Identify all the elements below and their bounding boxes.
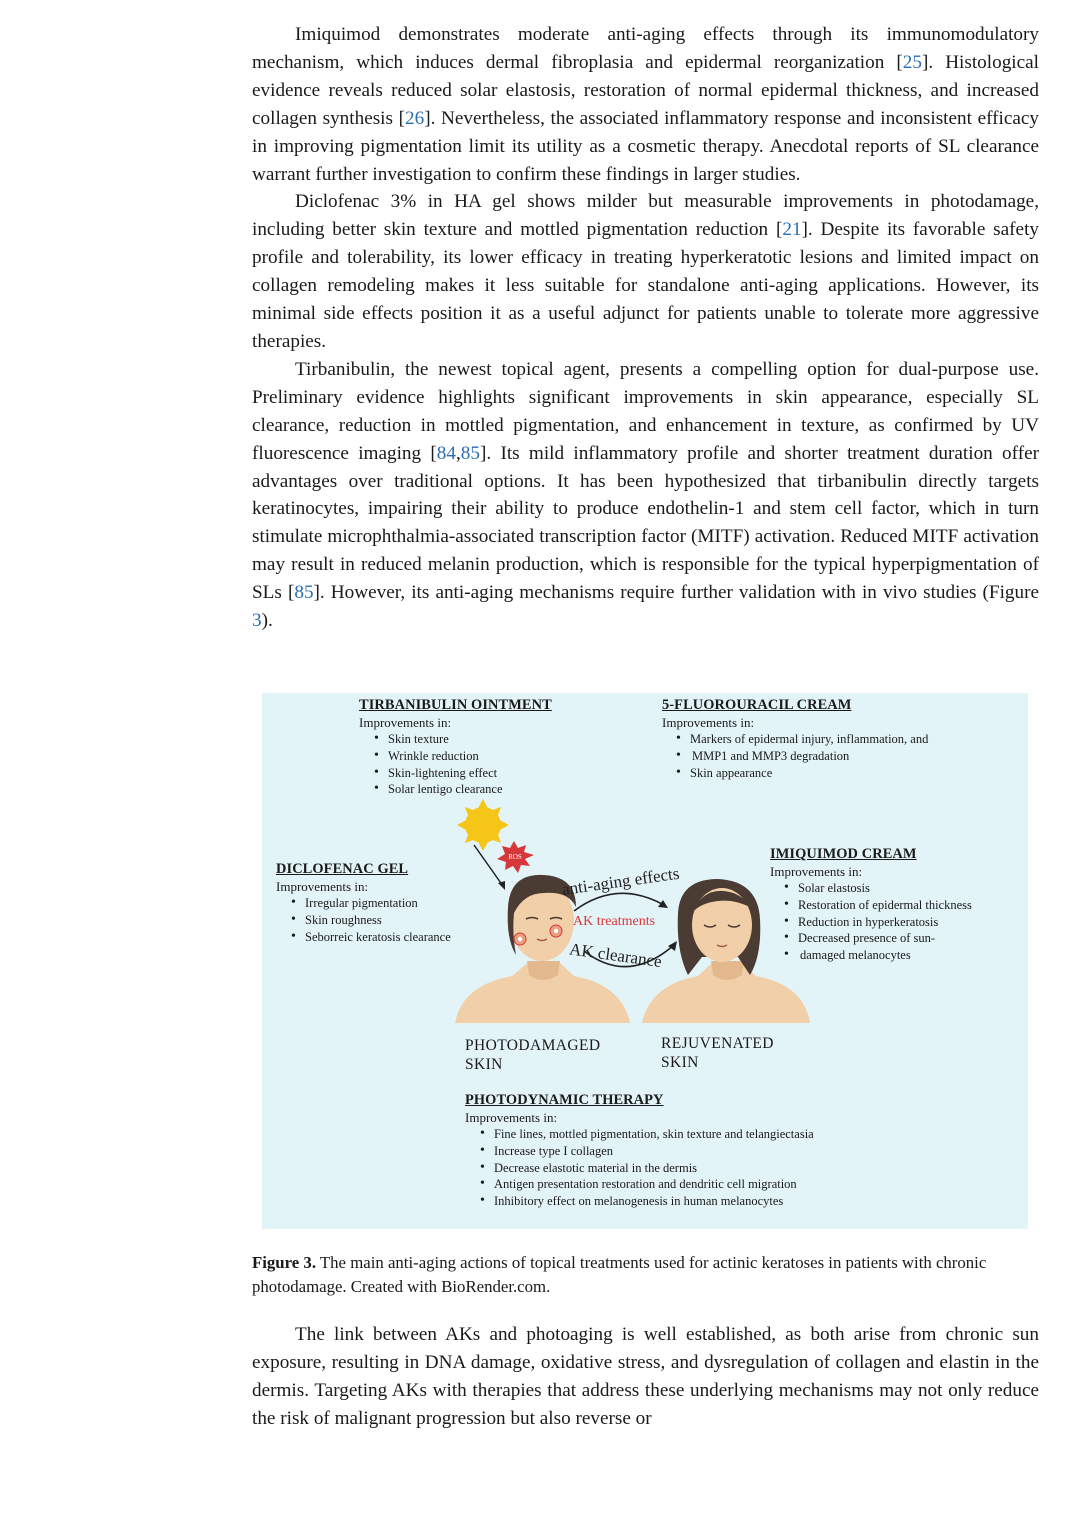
label-line: PHOTODAMAGED [465, 1037, 601, 1054]
list-item: • Decreased presence of sun- [782, 930, 972, 947]
diclofenac-title: DICLOFENAC GEL [276, 861, 409, 877]
ak-treatments-label: AK treatments [573, 914, 656, 929]
list-item: • Restoration of epidermal thickness [782, 897, 972, 914]
list-item: • Decrease elastotic material in the dermis [478, 1160, 814, 1177]
list-item: • Antigen presentation restoration and dendritic cell migration [478, 1176, 814, 1193]
citation-link[interactable]: 85 [294, 582, 314, 604]
list-item: • Skin roughness [289, 912, 451, 929]
citation-link[interactable]: 85 [460, 442, 480, 464]
diclofenac-subtitle: Improvements in: [276, 879, 369, 894]
paragraph-imiquimod [252, 21, 1039, 188]
text-run: ). [261, 610, 273, 632]
list-item: • Seborreic keratosis clearance [289, 929, 451, 946]
diclofenac-list [289, 895, 451, 945]
list-item: • Irregular pigmentation [289, 895, 451, 912]
caption-label: Figure 3. [252, 1253, 317, 1272]
list-item: • Markers of epidermal injury, inflammation, and [674, 731, 928, 748]
pdt-title: PHOTODYNAMIC THERAPY [465, 1092, 664, 1108]
fluorouracil-title: 5-FLUOROURACIL CREAM [662, 697, 852, 713]
text-run: The link between AKs and photoaging is well established, as both arise from chronic sun exposure, resulting in DNA damage, oxidative stress, and dysregulation of collagen and elastin in the dermis. Targeting AKs with therapies that address these underlying mechanisms may not only reduce the risk of malignant progression but also reverse or [252, 1324, 1039, 1429]
text-run: ]. Its mild inflammatory profile and shorter treatment duration offer advantages over traditional options. It has been hypothesized that tirbanibulin directly targets keratinocytes, impairing their ability to produce endothelin-1 and stem cell factor, which in turn stimulate microphthalmia-associated transcription factor (MITF) activation. Reduced MITF activation may result in reduced melanin production, which is responsible for the typical hyperpigmentation of SLs [ [252, 442, 1039, 604]
list-item: • Fine lines, mottled pigmentation, skin texture and telangiectasia [478, 1126, 814, 1143]
label-line: SKIN [465, 1056, 503, 1073]
paragraph-link-aks-photoaging [252, 1321, 1039, 1433]
caption-text: The main anti-aging actions of topical treatments used for actinic keratoses in patients with chronic photodamage. Created with BioRender.com. [252, 1253, 987, 1296]
label-line: REJUVENATED [661, 1035, 774, 1052]
text-run: ]. Histological evidence reveals reduced solar elastosis, restoration of normal epidermal thickness, and increased collagen synthesis [ [252, 51, 1039, 129]
photodamaged-skin-label [465, 1036, 600, 1074]
uv-arrow [474, 845, 505, 890]
tirbanibulin-subtitle: Improvements in: [359, 715, 452, 730]
citation-link[interactable]: 25 [902, 51, 922, 73]
text-run: Imiquimod demonstrates moderate anti-aging effects through its immunomodulatory mechanism, which induces dermal fibroplasia and epidermal reorganization [ [252, 24, 1039, 73]
ak-clearance-label: AK clearance [568, 939, 663, 972]
list-item-continuation [674, 748, 928, 765]
list-item: • Skin texture [372, 731, 503, 748]
anti-aging-effects-label: anti-aging effects [560, 863, 681, 899]
body-text-bottom [252, 1321, 1039, 1433]
text-run: ]. Nevertheless, the associated inflammatory response and inconsistent efficacy in improving pigmentation limit its utility as a cosmetic therapy. Anecdotal reports of SL clearance warrant further investigation to confirm these findings in larger studies. [252, 107, 1039, 185]
text-run: Diclofenac 3% in HA gel shows milder but measurable improvements in photodamage, including better skin texture and mottled pigmentation reduction [ [252, 191, 1039, 241]
body-text-top [252, 21, 1039, 635]
text-run: ]. However, its anti-aging mechanisms require further validation with in vivo studies (Figure [313, 582, 1040, 604]
list-item: • Skin-lightening effect [372, 765, 503, 782]
ros-burst-icon [497, 841, 534, 873]
fluorouracil-subtitle: Improvements in: [662, 715, 755, 730]
figure-3 [262, 693, 1028, 1229]
ros-label: ROS [508, 853, 522, 861]
list-item: • Solar lentigo clearance [372, 781, 503, 798]
list-item: • Inhibitory effect on melanogenesis in human melanocytes [478, 1193, 814, 1210]
text-run: , [455, 442, 461, 464]
citation-link[interactable]: 21 [782, 219, 802, 241]
paragraph-tirbanibulin [252, 356, 1039, 635]
citation-link[interactable]: 26 [405, 107, 425, 129]
imiquimod-subtitle: Improvements in: [770, 864, 863, 879]
list-item: • Wrinkle reduction [372, 748, 503, 765]
fluorouracil-list [674, 731, 928, 781]
tirbanibulin-title: TIRBANIBULIN OINTMENT [359, 697, 552, 713]
paragraph-diclofenac [252, 188, 1039, 355]
list-item: • Skin appearance [674, 765, 928, 782]
figure-link[interactable]: 3 [252, 610, 262, 632]
list-item-continuation [782, 947, 972, 964]
pdt-list [478, 1126, 814, 1210]
list-item-text: MMP1 and MMP3 degradation [692, 748, 850, 763]
tirbanibulin-list [372, 731, 503, 798]
pdt-subtitle: Improvements in: [465, 1110, 558, 1125]
figure-caption [252, 1251, 1039, 1299]
list-item: • Increase type I collagen [478, 1143, 814, 1160]
imiquimod-title: IMIQUIMOD CREAM [770, 846, 917, 862]
text-run: ]. Despite its favorable safety profile and tolerability, its lower efficacy in treating hyperkeratotic lesions and limited impact on collagen remodeling makes it less suitable for standalone anti-aging applications. However, its minimal side effects position it as a useful adjunct for patients unable to tolerate more aggressive therapies. [252, 219, 1039, 352]
list-item-text: damaged melanocytes [800, 948, 911, 963]
list-item: • Solar elastosis [782, 880, 972, 897]
list-item: • Reduction in hyperkeratosis [782, 914, 972, 931]
imiquimod-list [782, 880, 972, 964]
sun-icon [457, 799, 509, 851]
rejuvenated-skin-label [661, 1034, 774, 1072]
citation-link[interactable]: 84 [436, 442, 456, 464]
label-line: SKIN [661, 1054, 699, 1071]
text-run: Tirbanibulin, the newest topical agent, presents a compelling option for dual-purpose use. Preliminary evidence highlights significant improvements in skin appearance, especially SL clearance, reduction in mottled pigmentation, and enhancement in texture, as confirmed by UV fluorescence imaging [ [252, 358, 1039, 464]
